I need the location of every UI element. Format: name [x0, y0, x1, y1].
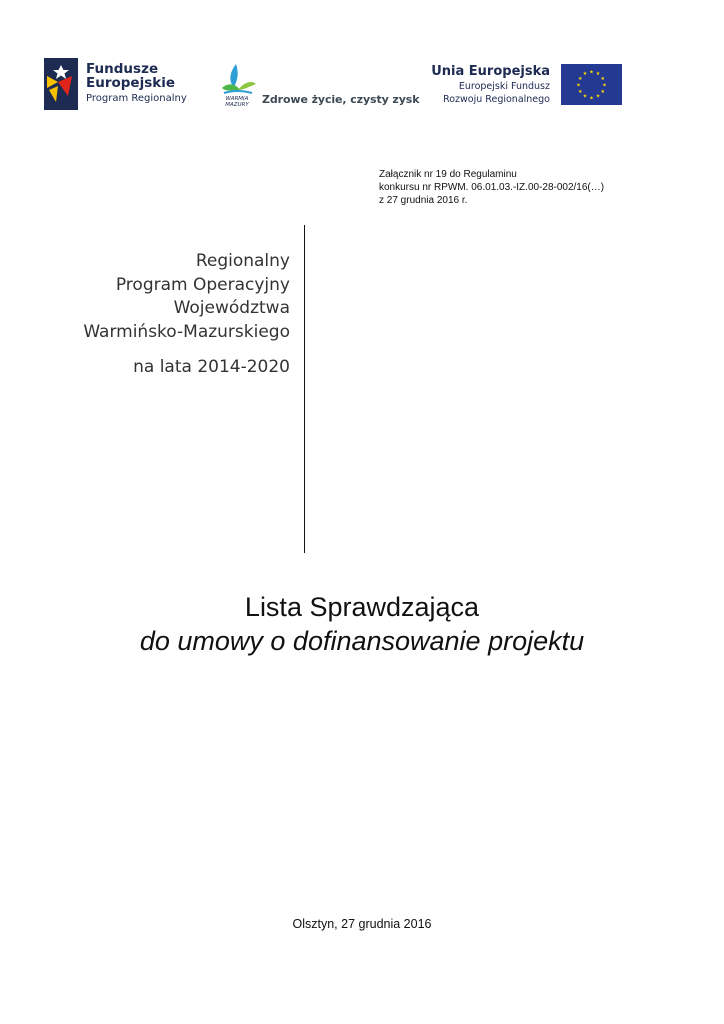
attachment-line-1: Załącznik nr 19 do Regulaminu	[379, 169, 517, 180]
eu-star-icon: ★	[576, 82, 581, 89]
eu-star-icon: ★	[595, 93, 601, 100]
fundusze-europejskie-text	[86, 62, 187, 105]
wm-logo-text-2: MAZURY	[225, 102, 249, 108]
eu-star-icon: ★	[595, 71, 601, 78]
wm-logo-text-1: WARMIA	[225, 96, 249, 102]
program-line-2: Program Operacyjny	[115, 274, 290, 295]
program-line-4: Warmińsko-Mazurskiego	[83, 321, 290, 342]
fe-program-name: Program Regionalny	[86, 93, 187, 104]
eu-star-icon: ★	[600, 88, 606, 95]
warmia-slogan: Zdrowe życie, czysty zysk	[262, 93, 420, 106]
eu-star-icon: ★	[600, 75, 606, 82]
attachment-note	[379, 168, 604, 207]
attachment-line-3: z 27 grudnia 2016 r.	[379, 195, 468, 206]
fe-name-line1: Fundusze	[86, 61, 159, 77]
document-title	[0, 590, 724, 658]
eu-star-icon: ★	[577, 75, 583, 82]
title-main: Lista Sprawdzająca	[244, 592, 480, 622]
warmia-mazury-logo	[214, 60, 260, 108]
attachment-line-2: konkursu nr RPWM. 06.01.03.-IZ.00-28-002/16(…)	[379, 182, 605, 193]
ue-text-block	[420, 64, 550, 106]
eu-star-icon: ★	[589, 95, 594, 102]
ue-title: Unia Europejska	[431, 64, 550, 79]
eu-flag-icon	[561, 64, 622, 105]
fe-name-line2: Europejskie	[86, 75, 176, 91]
eu-star-icon: ★	[582, 93, 588, 100]
vertical-divider	[304, 225, 305, 553]
ue-fund-line1: Europejski Fundusz	[458, 81, 550, 92]
program-name-block	[40, 250, 290, 380]
program-line-3: Województwa	[173, 298, 290, 318]
eu-star-icon: ★	[589, 69, 594, 76]
program-line-1: Regionalny	[195, 251, 290, 271]
eu-star-icon: ★	[577, 88, 583, 95]
ue-fund-line2: Rozwoju Regionalnego	[443, 94, 550, 105]
program-period: na lata 2014-2020	[133, 357, 290, 377]
place-and-date: Olsztyn, 27 grudnia 2016	[292, 917, 432, 931]
title-subtitle: do umowy o dofinansowanie projektu	[139, 626, 585, 656]
eu-star-icon: ★	[602, 82, 607, 89]
eu-star-icon: ★	[582, 71, 588, 78]
